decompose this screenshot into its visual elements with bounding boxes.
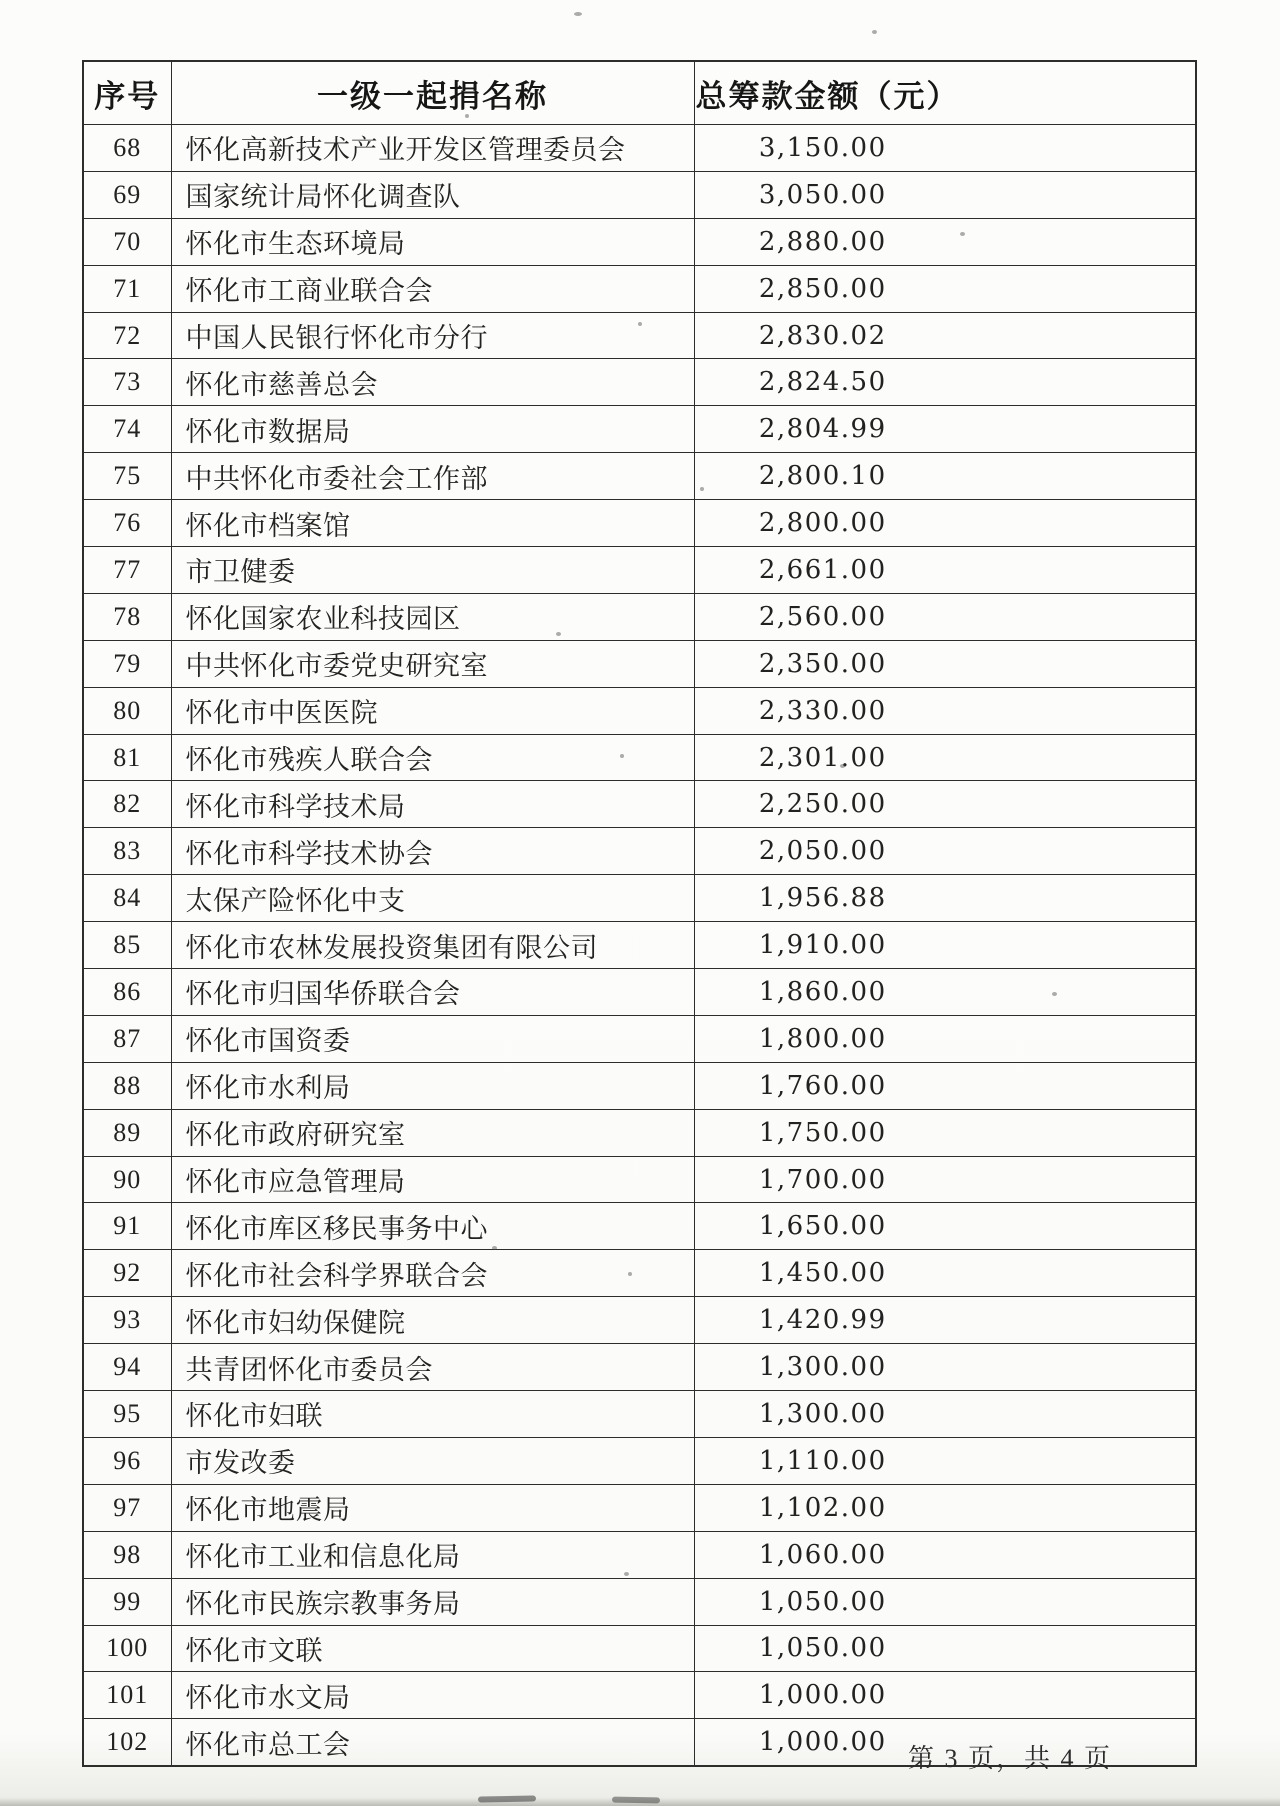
scan-speck — [872, 30, 877, 34]
scan-speck — [628, 1272, 632, 1276]
table-row — [83, 1156, 1196, 1203]
cell-serial-number: 77 — [83, 547, 171, 594]
table-row — [83, 828, 1196, 875]
cell-donor-name: 怀化市水利局 — [171, 1062, 694, 1109]
scan-smudge — [612, 1797, 660, 1804]
table-row — [83, 1578, 1196, 1625]
cell-serial-number: 74 — [83, 406, 171, 453]
cell-serial-number: 84 — [83, 875, 171, 922]
cell-donor-name: 怀化市社会科学界联合会 — [171, 1250, 694, 1297]
cell-donor-name: 怀化市归国华侨联合会 — [171, 969, 694, 1016]
cell-amount: 3,050.00 — [694, 171, 1196, 218]
table-body — [83, 125, 1196, 1767]
table-row — [83, 312, 1196, 359]
cell-serial-number: 86 — [83, 969, 171, 1016]
scan-speck — [1052, 992, 1057, 996]
header-serial-number: 序号 — [83, 61, 171, 125]
table-row — [83, 969, 1196, 1016]
table-row — [83, 1672, 1196, 1719]
cell-serial-number: 100 — [83, 1625, 171, 1672]
scan-speck — [700, 487, 704, 491]
table-row — [83, 1391, 1196, 1438]
cell-donor-name: 怀化市妇联 — [171, 1391, 694, 1438]
table-row — [83, 359, 1196, 406]
page-number-footer: 第 3 页，共 4 页 — [907, 1744, 1112, 1773]
cell-amount: 2,880.00 — [694, 218, 1196, 265]
cell-donor-name: 怀化市档案馆 — [171, 500, 694, 547]
cell-amount: 1,300.00 — [694, 1391, 1196, 1438]
cell-serial-number: 82 — [83, 781, 171, 828]
cell-serial-number: 90 — [83, 1156, 171, 1203]
cell-donor-name: 怀化市总工会 — [171, 1719, 694, 1766]
scan-speck — [960, 232, 965, 236]
cell-serial-number: 83 — [83, 828, 171, 875]
cell-amount: 1,956.88 — [694, 875, 1196, 922]
table-row — [83, 875, 1196, 922]
cell-serial-number: 73 — [83, 359, 171, 406]
cell-amount: 3,150.00 — [694, 125, 1196, 172]
cell-serial-number: 101 — [83, 1672, 171, 1719]
cell-amount: 1,450.00 — [694, 1250, 1196, 1297]
table-row — [83, 1437, 1196, 1484]
table-row — [83, 734, 1196, 781]
cell-amount: 1,860.00 — [694, 969, 1196, 1016]
table-row — [83, 453, 1196, 500]
cell-donor-name: 怀化市文联 — [171, 1625, 694, 1672]
cell-donor-name: 怀化市农林发展投资集团有限公司 — [171, 922, 694, 969]
table-row — [83, 1015, 1196, 1062]
cell-amount: 2,250.00 — [694, 781, 1196, 828]
cell-amount: 1,050.00 — [694, 1578, 1196, 1625]
cell-amount: 1,650.00 — [694, 1203, 1196, 1250]
table-row — [83, 1109, 1196, 1156]
cell-amount: 2,330.00 — [694, 687, 1196, 734]
cell-serial-number: 93 — [83, 1297, 171, 1344]
cell-donor-name: 中共怀化市委社会工作部 — [171, 453, 694, 500]
table-row — [83, 1297, 1196, 1344]
scan-speck — [574, 12, 582, 16]
cell-serial-number: 98 — [83, 1531, 171, 1578]
table-row — [83, 1344, 1196, 1391]
cell-donor-name: 怀化市工商业联合会 — [171, 265, 694, 312]
cell-serial-number: 94 — [83, 1344, 171, 1391]
cell-serial-number: 95 — [83, 1391, 171, 1438]
scan-speck — [840, 764, 845, 768]
header-donor-name: 一级一起捐名称 — [171, 61, 694, 125]
cell-donor-name: 怀化市数据局 — [171, 406, 694, 453]
cell-amount: 1,700.00 — [694, 1156, 1196, 1203]
cell-amount: 2,824.50 — [694, 359, 1196, 406]
cell-donor-name: 市发改委 — [171, 1437, 694, 1484]
cell-serial-number: 71 — [83, 265, 171, 312]
table-row — [83, 1062, 1196, 1109]
table-row — [83, 593, 1196, 640]
cell-donor-name: 怀化高新技术产业开发区管理委员会 — [171, 125, 694, 172]
scan-speck — [638, 322, 642, 326]
table-row — [83, 171, 1196, 218]
cell-donor-name: 怀化市库区移民事务中心 — [171, 1203, 694, 1250]
cell-amount: 2,661.00 — [694, 547, 1196, 594]
scan-speck — [624, 1572, 629, 1576]
table-row — [83, 1625, 1196, 1672]
cell-amount: 1,420.99 — [694, 1297, 1196, 1344]
cell-donor-name: 怀化市残疾人联合会 — [171, 734, 694, 781]
cell-amount: 2,800.10 — [694, 453, 1196, 500]
cell-serial-number: 80 — [83, 687, 171, 734]
table-row — [83, 1250, 1196, 1297]
table-row — [83, 781, 1196, 828]
cell-amount: 2,050.00 — [694, 828, 1196, 875]
table-header-row — [83, 61, 1196, 125]
cell-serial-number: 92 — [83, 1250, 171, 1297]
cell-amount: 2,830.02 — [694, 312, 1196, 359]
cell-donor-name: 怀化市国资委 — [171, 1015, 694, 1062]
cell-serial-number: 96 — [83, 1437, 171, 1484]
table-row — [83, 125, 1196, 172]
cell-amount: 1,910.00 — [694, 922, 1196, 969]
cell-amount: 1,102.00 — [694, 1484, 1196, 1531]
cell-serial-number: 78 — [83, 593, 171, 640]
cell-donor-name: 国家统计局怀化调查队 — [171, 171, 694, 218]
cell-serial-number: 99 — [83, 1578, 171, 1625]
table-row — [83, 218, 1196, 265]
cell-amount: 2,350.00 — [694, 640, 1196, 687]
scan-speck — [465, 114, 469, 118]
cell-donor-name: 怀化市中医医院 — [171, 687, 694, 734]
cell-donor-name: 中共怀化市委党史研究室 — [171, 640, 694, 687]
cell-donor-name: 怀化市工业和信息化局 — [171, 1531, 694, 1578]
cell-amount: 2,804.99 — [694, 406, 1196, 453]
cell-amount: 2,850.00 — [694, 265, 1196, 312]
cell-serial-number: 88 — [83, 1062, 171, 1109]
cell-donor-name: 太保产险怀化中支 — [171, 875, 694, 922]
cell-donor-name: 怀化市地震局 — [171, 1484, 694, 1531]
cell-serial-number: 68 — [83, 125, 171, 172]
table-row — [83, 406, 1196, 453]
cell-amount: 2,301.00 — [694, 734, 1196, 781]
cell-amount: 1,060.00 — [694, 1531, 1196, 1578]
cell-amount: 1,750.00 — [694, 1109, 1196, 1156]
table-row — [83, 547, 1196, 594]
cell-serial-number: 102 — [83, 1719, 171, 1766]
cell-donor-name: 怀化市应急管理局 — [171, 1156, 694, 1203]
cell-amount: 1,110.00 — [694, 1437, 1196, 1484]
cell-amount: 2,560.00 — [694, 593, 1196, 640]
cell-donor-name: 市卫健委 — [171, 547, 694, 594]
cell-donor-name: 怀化市科学技术协会 — [171, 828, 694, 875]
cell-serial-number: 85 — [83, 922, 171, 969]
cell-serial-number: 76 — [83, 500, 171, 547]
cell-donor-name: 中国人民银行怀化市分行 — [171, 312, 694, 359]
cell-serial-number: 75 — [83, 453, 171, 500]
cell-amount: 1,760.00 — [694, 1062, 1196, 1109]
scan-speck — [620, 754, 624, 758]
table-row — [83, 640, 1196, 687]
table-row — [83, 500, 1196, 547]
cell-serial-number: 70 — [83, 218, 171, 265]
cell-donor-name: 怀化市民族宗教事务局 — [171, 1578, 694, 1625]
cell-amount: 2,800.00 — [694, 500, 1196, 547]
table-row — [83, 1531, 1196, 1578]
table-row — [83, 687, 1196, 734]
cell-serial-number: 72 — [83, 312, 171, 359]
cell-serial-number: 81 — [83, 734, 171, 781]
cell-serial-number: 97 — [83, 1484, 171, 1531]
header-total-amount: 总筹款金额（元） — [694, 61, 1196, 125]
cell-donor-name: 怀化市科学技术局 — [171, 781, 694, 828]
cell-donor-name: 怀化市妇幼保健院 — [171, 1297, 694, 1344]
donation-table — [82, 60, 1197, 1767]
cell-serial-number: 87 — [83, 1015, 171, 1062]
cell-donor-name: 怀化市水文局 — [171, 1672, 694, 1719]
table-row — [83, 922, 1196, 969]
table-row — [83, 1484, 1196, 1531]
table-row — [83, 265, 1196, 312]
cell-amount: 1,050.00 — [694, 1625, 1196, 1672]
cell-serial-number: 69 — [83, 171, 171, 218]
cell-serial-number: 79 — [83, 640, 171, 687]
cell-amount: 1,300.00 — [694, 1344, 1196, 1391]
scan-smudge — [478, 1795, 536, 1802]
cell-serial-number: 89 — [83, 1109, 171, 1156]
cell-amount: 1,000.00 — [694, 1719, 1196, 1766]
scan-speck — [556, 632, 561, 636]
cell-amount: 1,800.00 — [694, 1015, 1196, 1062]
cell-amount: 1,000.00 — [694, 1672, 1196, 1719]
cell-donor-name: 怀化国家农业科技园区 — [171, 593, 694, 640]
cell-donor-name: 共青团怀化市委员会 — [171, 1344, 694, 1391]
cell-donor-name: 怀化市生态环境局 — [171, 218, 694, 265]
scan-speck — [492, 1246, 497, 1250]
table-row — [83, 1203, 1196, 1250]
cell-serial-number: 91 — [83, 1203, 171, 1250]
cell-donor-name: 怀化市政府研究室 — [171, 1109, 694, 1156]
cell-donor-name: 怀化市慈善总会 — [171, 359, 694, 406]
